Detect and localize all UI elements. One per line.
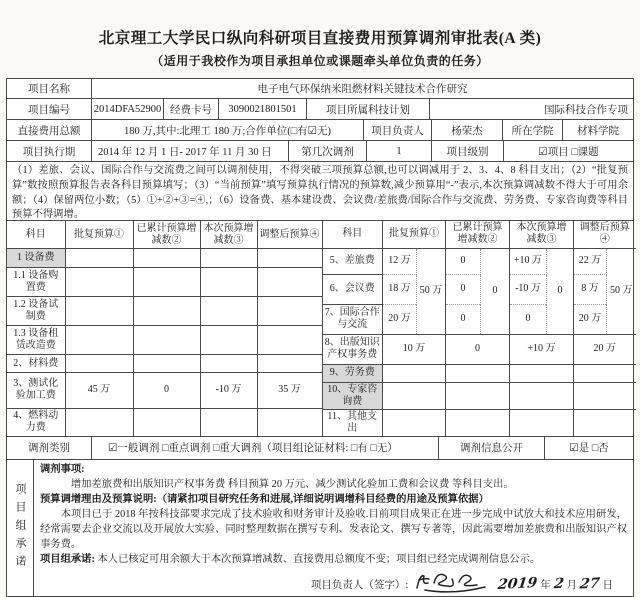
meeting-accumulated: 0 (446, 274, 481, 304)
fund-card-value: 3090021801501 (219, 99, 307, 119)
budget-right-header (323, 221, 636, 248)
merged-accumulated-total: 0 (481, 248, 510, 334)
publication-adjusted: 20 万 (574, 334, 636, 364)
expert-adjusted (574, 382, 636, 409)
testing-accumulated: 0 (133, 373, 200, 408)
other-current (510, 409, 574, 436)
budget-tables (7, 221, 633, 437)
labor-adjusted (574, 364, 636, 382)
adjust-type-checkboxes[interactable]: ☑一般调剂 □重点调剂 □重大调剂（项目组论证材料: □有 □无） (92, 437, 439, 459)
reason-text: 本项目已于 2018 年按科技部要求完成了技术验收和财务审计及验收.目前项目成果正在进一步完成中试放大和技术应用研发，经常需要去企业交流以及开展放大实验、同时整理数据在撰写专利、发表论文、撰写专著等，因此需要增加差旅费和出版知识产权事务费。 (40, 508, 627, 550)
adjust-type-label: 调剂类别 (7, 437, 92, 459)
labor-accumulated (446, 364, 510, 382)
equipment-current (200, 249, 257, 268)
header-approved: 批复预算① (65, 221, 133, 249)
header-adjusted: 调整后预算④ (257, 221, 322, 249)
budget-row-testing (7, 373, 322, 408)
subject-labor: 9、劳务费 (323, 364, 383, 382)
form-subtitle: （适用于我校作为项目承担单位或课题牵头单位负责的任务） (151, 54, 489, 68)
header-subject-r: 科目 (323, 221, 383, 248)
merged-adjusted-total: 50 万 (607, 248, 636, 334)
sign-month-unit: 月 (566, 579, 578, 591)
commitment-body (34, 460, 633, 596)
fuel-current (200, 408, 257, 435)
row-direct-cost (7, 120, 633, 141)
materials-accumulated (133, 354, 200, 373)
budget-row-travel (323, 248, 636, 274)
period-value: 2014 年 12 月 1 日- 2017 年 11 月 30 日 (92, 141, 289, 161)
meeting-approved: 18 万 (383, 274, 417, 304)
row-project-number (7, 99, 633, 120)
other-adjusted (574, 409, 636, 436)
project-no-label: 项目编号 (7, 99, 92, 119)
subject-expert-consult: 10、专家咨询费 (323, 382, 383, 409)
merged-current-total: 0 (547, 248, 574, 334)
budget-row-intl-cooperation (323, 304, 636, 334)
sign-year-unit: 年 (540, 579, 551, 591)
travel-accumulated: 0 (446, 248, 481, 274)
labor-current (510, 364, 574, 382)
travel-approved: 12 万 (383, 248, 417, 274)
subject-materials: 2、材料费 (7, 354, 65, 373)
times-value: 1 (367, 141, 432, 161)
subject-travel: 5、差旅费 (323, 248, 383, 274)
project-no-value: 2014DFA52900 (92, 99, 164, 119)
subject-equipment-trial: 1.2 设备试制费 (7, 296, 65, 325)
header-approved-r: 批复预算① (383, 221, 446, 248)
subject-fuel-power: 4、燃料动力费 (7, 408, 65, 435)
budget-row-equipment-trial (7, 296, 322, 325)
fuel-approved (65, 408, 133, 435)
fuel-adjusted (257, 408, 322, 435)
project-name-value: 电子电气环保纳米阻燃材料关键技术合作研究 (257, 84, 468, 95)
budget-row-labor (323, 364, 636, 382)
plan-value: 国际科技合作专项 (544, 104, 628, 116)
header-accumulated-r: 已累计预算增减数② (446, 221, 510, 248)
adjust-item-text: 增加差旅费和出版知识产权事务费 科目预算 20 万元、减少测试化验加工费和会议费 等科目支出。 (70, 478, 514, 490)
promise-text: 本人已核定可用余额大于本次预算增减数、直接费用总额度不变；项目组已经完成调剂信息公示。 (97, 553, 541, 565)
project-name-label: 项目名称 (7, 79, 92, 98)
budget-row-equipment (7, 249, 322, 268)
lease-current (200, 325, 257, 354)
subject-other: 11、其他支出 (323, 409, 383, 436)
labor-approved (383, 364, 446, 382)
promise-line (40, 552, 627, 567)
fuel-accumulated (133, 408, 200, 435)
purchase-approved (65, 268, 133, 297)
publication-approved: 10 万 (383, 334, 446, 364)
purchase-adjusted (257, 268, 322, 297)
signature-line (40, 570, 627, 592)
header-adjusted-r: 调整后预算④ (574, 221, 636, 248)
commitment-side-label: 项目组承诺 (7, 460, 34, 596)
expert-accumulated (446, 382, 510, 409)
subject-testing: 3、测试化验加工费 (7, 373, 65, 408)
trial-current (200, 296, 257, 325)
lease-accumulated (133, 325, 200, 354)
row-adjust-type (7, 437, 633, 460)
header-current: 本次预算增减数③ (200, 221, 257, 249)
budget-row-meeting (323, 274, 636, 304)
expert-current (510, 382, 574, 409)
sign-label: 项目负责人（签字）: (310, 579, 409, 591)
header-subject: 科目 (7, 221, 65, 249)
budget-row-fuel-power (7, 408, 322, 435)
level-label: 项目级别 (432, 141, 504, 161)
purchase-accumulated (133, 268, 200, 297)
public-info-checkboxes[interactable]: ☑是 □否 (569, 443, 609, 454)
intl-accumulated: 0 (446, 304, 481, 334)
testing-current: -10 万 (200, 373, 257, 408)
row-exec-period (7, 141, 633, 162)
leader-label: 项目负责人 (364, 120, 432, 140)
header-accumulated: 已累计预算增减数② (133, 221, 200, 249)
materials-approved (65, 354, 133, 373)
subject-equipment-lease: 1.3 设备租赁改造费 (7, 325, 65, 354)
meeting-adjusted: 8 万 (574, 274, 607, 304)
trial-approved (65, 296, 133, 325)
budget-left-header (7, 221, 322, 249)
promise-label: 项目组承诺: (40, 553, 95, 565)
period-label: 项目执行期 (7, 141, 92, 161)
commitment-section (7, 460, 633, 596)
equipment-adjusted (257, 249, 322, 268)
approval-form-table (6, 78, 634, 597)
sign-year[interactable]: 2019 (497, 574, 539, 593)
budget-row-other (323, 409, 636, 436)
equipment-approved (65, 249, 133, 268)
direct-cost-value-with-coop-checkbox[interactable]: 180 万,其中:北理工 180 万;合作单位(□有☑无) (92, 120, 364, 140)
other-accumulated (446, 409, 510, 436)
materials-current (200, 354, 257, 373)
reason-title: 预算调增理由及预算说明:（请紧扣项目研究任务和进展,详细说明调增科目经费的用途及预算依据） (40, 493, 489, 505)
subject-meeting: 6、会议费 (323, 274, 383, 304)
sign-month[interactable]: 2 (552, 575, 565, 592)
meeting-current: -10 万 (510, 274, 547, 304)
direct-cost-label: 直接费用总额 (7, 120, 92, 140)
form-instructions: （1）差旅、会议、国际合作与交流费之间可以调剂使用，不得突破三项预算总额,也可以调减用于 2、3、4、8 科目支出；（2）“批复预算”数按照预算报告表各科目预算填写；（3）“当前预算”填写预算执行情况的预算数,减少预算用“-”表示,本次预算调减数不得大于可用余额；（4）保留两位小数；（5）①+②+③=④,；（6）设备费、基本建设费、会议费/差旅费/国际合作与交流费、劳务费、专家咨询费等科目预算不得调增。 (7, 162, 633, 221)
lease-approved (65, 325, 133, 354)
intl-current: 0 (510, 304, 547, 334)
public-info-label: 调剂信息公开 (439, 437, 545, 459)
intl-adjusted: 20 万 (574, 304, 607, 334)
budget-row-equipment-lease (7, 325, 322, 354)
subject-equipment: 1 设备费 (7, 249, 65, 268)
other-approved (383, 409, 446, 436)
plan-label: 项目所属科技计划 (307, 99, 430, 119)
school-value: 材料学院 (577, 125, 619, 137)
publication-current: +10 万 (510, 334, 574, 364)
intl-approved: 20 万 (383, 304, 417, 334)
testing-approved: 45 万 (65, 373, 133, 408)
scanned-form-page (6, 0, 634, 597)
lease-adjusted (257, 325, 322, 354)
budget-row-publication-ip (323, 334, 636, 364)
budget-table-left (7, 221, 323, 436)
budget-table-right (323, 221, 636, 436)
header-current-r: 本次预算增减数③ (510, 221, 574, 248)
adjust-item-title: 调剂事项: (40, 463, 85, 475)
subject-equipment-purchase: 1.1 设备购置费 (7, 268, 65, 297)
equipment-accumulated (133, 249, 200, 268)
sign-day[interactable]: 27 (578, 575, 601, 592)
subject-intl-cooperation: 7、国际合作与交流 (323, 304, 383, 334)
school-label: 所在学院 (503, 120, 563, 140)
form-title: 北京理工大学民口纵向科研项目直接费用预算调剂审批表(A 类) (98, 30, 542, 47)
trial-accumulated (133, 296, 200, 325)
fund-card-label: 经费卡号 (164, 99, 219, 119)
budget-row-equipment-purchase (7, 268, 322, 297)
materials-adjusted (257, 354, 322, 373)
expert-approved (383, 382, 446, 409)
travel-adjusted: 22 万 (574, 248, 607, 274)
travel-current: +10 万 (510, 248, 547, 274)
purchase-current (200, 268, 257, 297)
publication-accumulated: 0 (446, 334, 510, 364)
row-project-name (7, 79, 633, 99)
subject-publication-ip: 8、出版知识产权事务费 (323, 334, 383, 364)
merged-approved-total: 50 万 (417, 248, 446, 334)
budget-row-expert-consult (323, 382, 636, 409)
trial-adjusted (257, 296, 322, 325)
signature-handwriting-icon[interactable] (413, 570, 491, 594)
times-label: 第几次调剂 (289, 141, 367, 161)
level-checkboxes[interactable]: ☑项目 □课题 (538, 146, 599, 158)
testing-adjusted: 35 万 (257, 373, 322, 408)
sign-day-unit: 日 (602, 579, 613, 591)
budget-row-materials (7, 354, 322, 373)
leader-value: 杨荣杰 (432, 120, 503, 140)
